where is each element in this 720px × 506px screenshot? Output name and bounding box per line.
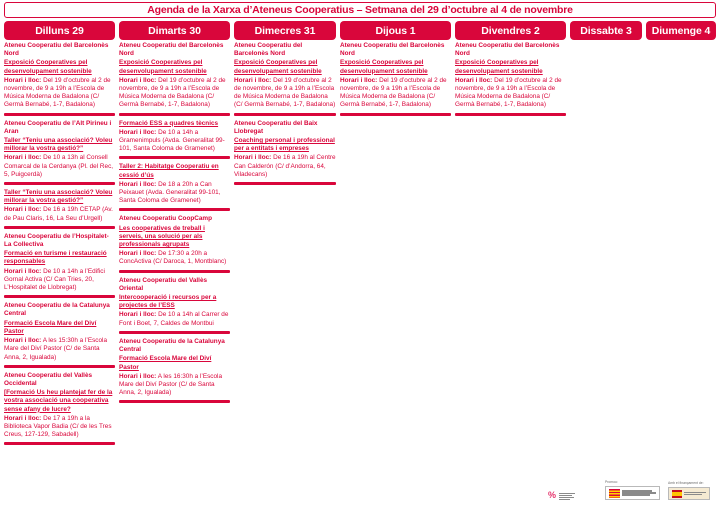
event-block[interactable] (4, 372, 115, 440)
event-divider (4, 365, 115, 368)
event-schedule-value: De 17:30 a 20h a ConcActiva (C/ Daroca, 1, Montblanc) (119, 250, 227, 266)
day-header-label: Dissabte 3 (580, 24, 632, 37)
event-schedule-value: De 18 a 20h a Can Peixauet (Avda. Generalitat 99-101, Santa Coloma de Gramenet) (119, 180, 221, 205)
event-block[interactable] (119, 215, 230, 266)
event-schedule-location (340, 77, 451, 110)
event-schedule-value: De 10 a 14h a l’Edifici Gornal Activa (C/ Can Tries, 20, L’Hospitalet de Llobregat) (4, 267, 105, 292)
catalonia-flag-icon (609, 489, 620, 498)
event-block[interactable] (119, 163, 230, 205)
event-schedule-location (4, 268, 115, 293)
event-title[interactable]: Les cooperatives de treball i serveis, una solució per als professionals agrupats (119, 224, 205, 249)
event-title[interactable]: Exposició Cooperatives pel desenvolupament sostenible (4, 59, 92, 75)
event-schedule-label: Horari i lloc: (4, 206, 42, 214)
percent-mark-icon: % (548, 490, 557, 500)
event-divider (234, 182, 336, 185)
logo-wordmark (622, 490, 656, 495)
event-schedule-value: De 17 a 19h a la Biblioteca Vapor Badia (C/ de les Tres Creus, 127-129, Sabadell) (4, 414, 112, 439)
spain-flag-icon (672, 490, 682, 498)
event-title[interactable]: [Formació Us heu plantejat fer de la vostra associació una cooperativa sense afany de lucre? (4, 389, 113, 413)
event-schedule-value: De 10 a 14h al Carrer de Font i Boet, 7, Caldes de Montbui (119, 311, 229, 327)
day-column-diumenge (646, 42, 716, 462)
event-schedule-label: Horari i lloc: (119, 76, 157, 84)
event-title[interactable]: Taller “Teniu una associació? Voleu millorar la vostra gestió?” (4, 189, 113, 205)
day-header-label: Dimarts 30 (148, 24, 201, 37)
event-schedule-value: A les 15:30h a l’Escola Mare del Diví Pastor (C/ de Santa Anna, 2, Igualada) (4, 337, 108, 361)
event-divider (119, 270, 230, 273)
event-schedule-label: Horari i lloc: (340, 76, 378, 84)
event-schedule-value: A les 16:30h a l’Escola Mare del Diví Pastor (C/ de Santa Anna, 2, Igualada) (119, 372, 223, 397)
event-schedule-location (4, 154, 115, 179)
day-column-dijous (340, 42, 451, 462)
page-title: Agenda de la Xarxa d’Ateneus Cooperatius – Setmana del 29 d’octubre al 4 de novembre (147, 4, 573, 16)
day-column-dimarts (119, 42, 230, 462)
logo-wordmark (559, 493, 575, 500)
event-schedule-location (234, 154, 336, 179)
event-schedule-location (119, 250, 230, 266)
day-column-dilluns (4, 42, 115, 462)
event-schedule-location (119, 77, 230, 110)
day-header-label: Dimecres 31 (254, 24, 316, 37)
event-schedule-label: Horari i lloc: (119, 128, 157, 136)
event-schedule-location (119, 181, 230, 206)
event-schedule-label: Horari i lloc: (4, 267, 42, 275)
event-schedule-location (234, 77, 336, 110)
event-schedule-location (119, 373, 230, 398)
event-block[interactable] (119, 42, 230, 110)
event-schedule-value: De 10 a 14h a Gramenimpuls (Avda. Generalitat 99-101, Santa Coloma de Gramenet) (119, 128, 225, 153)
event-block[interactable] (119, 120, 230, 154)
event-organizer: Ateneu Cooperatiu de la Catalunya Central (119, 337, 225, 354)
event-title[interactable]: Exposició Cooperatives pel desenvolupament sostenible (119, 59, 207, 75)
event-schedule-location (4, 337, 115, 362)
event-schedule-label: Horari i lloc: (4, 154, 42, 162)
logo-box (605, 486, 660, 500)
event-schedule-location (119, 129, 230, 154)
event-divider (4, 182, 115, 185)
page-title-bar (4, 2, 716, 18)
event-schedule-label: Horari i lloc: (119, 180, 157, 188)
event-organizer: Ateneu Cooperatiu de la Catalunya Central (4, 302, 110, 318)
logo-caption-financament: Amb el finançament de: (668, 481, 704, 485)
event-organizer: Ateneu Cooperatiu de l’Alt Pirineu i Aran (4, 119, 112, 135)
event-title[interactable]: Exposició Cooperatives pel desenvolupament sostenible (340, 59, 428, 75)
event-organizer: Ateneu Cooperatiu de l’Hospitalet- La Collectiva (4, 232, 109, 249)
footer-logos (0, 462, 720, 506)
event-schedule-location (4, 206, 115, 222)
event-title[interactable]: Exposició Cooperatives pel desenvolupament sostenible (234, 59, 322, 75)
logo-box (668, 487, 710, 500)
logo-gobierno-espana (668, 481, 710, 500)
event-divider (455, 113, 566, 116)
event-block[interactable] (119, 338, 230, 397)
event-block[interactable] (455, 42, 566, 110)
event-schedule-label: Horari i lloc: (234, 76, 272, 84)
event-schedule-label: Horari i lloc: (119, 372, 157, 380)
day-header-row (0, 21, 720, 40)
event-block[interactable] (4, 189, 115, 223)
event-schedule-location (4, 77, 115, 110)
event-divider (4, 295, 115, 298)
logo-wordmark (684, 492, 706, 495)
event-title[interactable]: Formació Escola Mare del Diví Pastor (4, 319, 97, 335)
event-schedule-label: Horari i lloc: (4, 414, 42, 422)
day-header-dissabte (570, 21, 642, 40)
day-column-divendres (455, 42, 566, 462)
logo-generalitat-catalunya (605, 480, 660, 500)
event-schedule-value: Del 19 d’octubre al 2 de novembre, de 9 a 19h a l’Escola de Música Moderna de Badalona (C/ Germà Bernabé, 1-7, Badalona) (4, 76, 111, 109)
event-divider (234, 113, 336, 116)
event-organizer: Ateneu Cooperatiu del Barcelonès Nord (4, 42, 109, 58)
event-divider (119, 400, 230, 403)
logo-xarxa-ateneus-cooperatius (548, 491, 575, 500)
event-block[interactable] (340, 42, 451, 110)
event-divider (4, 226, 115, 229)
event-schedule-value: Del 19 d’octubre al 2 de novembre, de 9 a 19h a l’Escola de Música Moderna de Badalona (C/ Germà Bernabé, 1-7, Badalona) (234, 76, 336, 109)
event-divider (4, 113, 115, 116)
event-title[interactable]: Formació en turisme i restauració responsables (4, 250, 107, 266)
day-header-label: Dijous 1 (375, 24, 416, 37)
event-schedule-label: Horari i lloc: (4, 76, 42, 84)
event-schedule-label: Horari i lloc: (455, 76, 493, 84)
event-schedule-value: Del 19 d’octubre al 2 de novembre, de 9 a 19h a l’Escola de Música Moderna de Badalona (C/ Germà Bernabé, 1-7, Badalona) (119, 76, 226, 109)
event-block[interactable] (4, 42, 115, 110)
event-organizer: Ateneu Cooperatiu del Baix Llobregat (234, 119, 318, 135)
event-schedule-location (119, 311, 230, 327)
event-title[interactable]: Intercooperació i recursos per a projectes de l’ESS (119, 294, 217, 310)
event-schedule-label: Horari i lloc: (119, 250, 157, 258)
event-block[interactable] (4, 120, 115, 179)
event-schedule-value: De 16 a 19h CETAP (Av. de Pau Claris, 16, La Seu d’Urgell) (4, 206, 113, 222)
day-header-divendres (455, 21, 566, 40)
event-block[interactable] (234, 42, 336, 110)
event-organizer: Ateneu Cooperatiu del Vallès Oriental (119, 276, 208, 292)
day-header-dimecres (234, 21, 336, 40)
event-organizer: Ateneu Cooperatiu CoopCamp (119, 215, 213, 223)
day-header-label: Dilluns 29 (35, 24, 84, 37)
event-schedule-value: De 10 a 13h al Consell Comarcal de la Cerdanya (Pl. del Rec, 5, Puigcerdà) (4, 154, 114, 178)
event-divider (340, 113, 451, 116)
event-title[interactable]: Exposició Cooperatives pel desenvolupament sostenible (455, 59, 543, 75)
event-schedule-value: De 16 a 19h al Centre Can Calderón (C/ d’Andorra, 64, Viladecans) (234, 154, 336, 178)
day-column-dimecres (234, 42, 336, 462)
event-block[interactable] (4, 233, 115, 292)
day-header-dilluns (4, 21, 115, 40)
event-schedule-label: Horari i lloc: (234, 154, 272, 162)
day-header-dijous (340, 21, 451, 40)
event-title[interactable]: Taller “Teniu una associació? Voleu millorar la vostra gestió?” (4, 137, 113, 153)
event-divider (4, 442, 115, 445)
event-schedule-location (455, 77, 566, 110)
event-divider (119, 113, 230, 116)
event-title[interactable]: Coaching personal i professional per a entitats i empreses (234, 137, 335, 153)
event-schedule-value: Del 19 d’octubre al 2 de novembre, de 9 a 19h a l’Escola de Música Moderna de Badalona (C/ Germà Bernabé, 1-7, Badalona) (340, 76, 447, 109)
day-header-diumenge (646, 21, 716, 40)
event-block[interactable] (234, 120, 336, 179)
event-schedule-label: Horari i lloc: (4, 337, 42, 345)
day-header-label: Diumenge 4 (651, 24, 711, 37)
event-schedule-value: Del 19 d’octubre al 2 de novembre, de 9 a 19h a l’Escola de Música Moderna de Badalona (C/ Germà Bernabé, 1-7, Badalona) (455, 76, 562, 109)
event-divider (119, 156, 230, 159)
event-block[interactable] (4, 302, 115, 361)
event-divider (119, 208, 230, 211)
event-block[interactable] (119, 277, 230, 328)
event-title[interactable]: Taller 2: Habitatge Cooperatiu en cessió d’ús (119, 163, 219, 179)
day-column-dissabte (570, 42, 642, 462)
event-schedule-label: Horari i lloc: (119, 311, 157, 319)
event-divider (119, 331, 230, 334)
event-title[interactable]: Formació Escola Mare del Diví Pastor (119, 355, 212, 371)
event-schedule-location (4, 415, 115, 440)
event-organizer: Ateneu Cooperatiu del Barcelonès Nord (119, 42, 224, 58)
agenda-columns (0, 42, 720, 462)
event-organizer: Ateneu Cooperatiu del Barcelonès Nord (340, 42, 445, 58)
event-organizer: Ateneu Cooperatiu del Vallès Occidental (4, 371, 93, 387)
logo-caption-promou: Promou: (605, 480, 618, 484)
event-organizer: Ateneu Cooperatiu del Barcelonès Nord (234, 42, 303, 58)
day-header-dimarts (119, 21, 230, 40)
event-title[interactable]: Formació ESS a quadres tècnics (119, 119, 219, 127)
day-header-label: Divendres 2 (481, 24, 540, 37)
event-organizer: Ateneu Cooperatiu del Barcelonès Nord (455, 42, 560, 58)
